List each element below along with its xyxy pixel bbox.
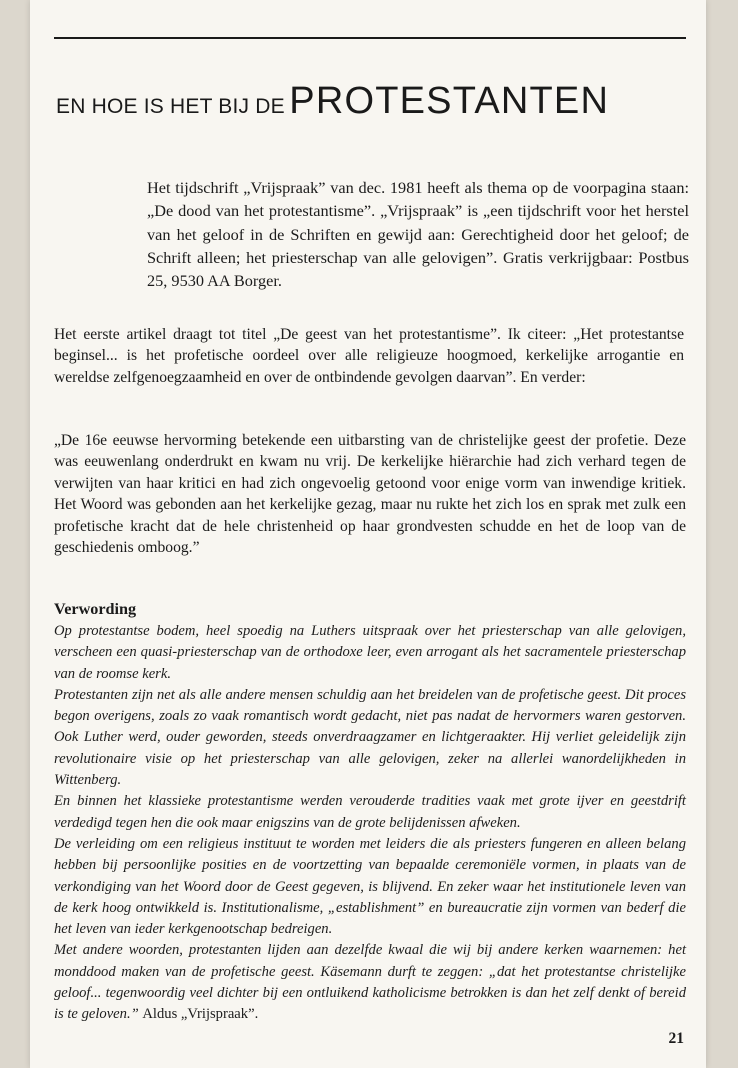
section-paragraph: En binnen het klassieke protestantisme werden verouderde tradities vaak met grote ijver en geestdrift verdedigd tegen hen die ook maar enigszins van de grote belijdenissen afweken. [54,793,686,831]
heading-large: PROTESTANTEN [289,80,610,122]
section-body [54,621,686,1026]
closing-attribution: Aldus „Vrijspraak”. [142,1006,259,1023]
section-paragraph: Protestanten zijn net als alle andere mensen schuldig aan het breidelen van de profetische geest. Dit proces begon overigens, zoals zo vaak romantisch wordt gedacht, niet pas nadat de hervormers waren gestorven. Ook Luther werd, ouder geworden, steeds onverdraagzamer en lichtgeraakter. Hij verliet geleidelijk zijn revolutionaire visie op het priesterschap van alle gelovigen, zeker na allerlei wanordelijkheden in Wittenberg. [54,686,686,789]
article-paragraph: Het eerste artikel draagt tot titel „De geest van het protestantisme”. Ik citeer: „Het protestantse beginsel... is het profetische oordeel over alle religieuze hoogmoed, kerkelijke arrogantie en wereldse zelfgenoegzaamheid en over de ontbindende gevolgen daarvan”. En verder: [54,326,684,386]
top-rule [54,37,686,39]
section-paragraph-last [54,940,686,1025]
section-paragraph: De verleiding om een religieus instituut te worden met leiders die als priesters fungeren en alleen belang hebben bij persoonlijke posities en de voortzetting van bepaalde ceremoniële vormen, in plaats van de verkondiging van het Woord door de Geest gegeven, is blijvend. En zeker waar het institutionele leven van de kerk hoog ontwikkeld is. Institutionalisme, „establishment” en bureaucratie zijn vormen van bederf die het leven van ieder kerkgenootschap bedreigen. [54,835,686,938]
section-title: Verwording [54,600,137,618]
quote-paragraph: „De 16e eeuwse hervorming betekende een uitbarsting van de christelijke geest der profetie. Deze was eeuwenlang onderdrukt en kwam nu vrij. De kerkelijke hiërarchie had zich verhard tegen de verwijten van haar kritici en had zich ongevoelig getoond voor enige vorm van inwendige kritiek. Het Woord was gebonden aan het kerkelijke gezag, maar nu rukte het zich los en sprak met zulk een profetische kracht dat de hele christenheid op haar grondvesten schudde en het de loop van de geschiedenis omboog.” [54,432,686,557]
page-number: 21 [668,1030,684,1047]
section-paragraph-text: Met andere woorden, protestanten lijden aan dezelfde kwaal die wij bij andere kerken waarnemen: het monddood maken van de profetische geest. Käsemann durft te zeggen: „dat het protestantse christelijke geloof... tegenwoordig veel dichter bij een ontluikend katholicisme betrokken is dan het zelf denkt of bereid is te geloven.” [54,942,686,1023]
page [30,0,706,1068]
intro-paragraph: Het tijdschrift „Vrijspraak” van dec. 1981 heeft als thema op de voorpagina staan: „De dood van het protestantisme”. „Vrijspraak” is „een tijdschrift voor het herstel van het geloof in de Schriften en gewijd aan: Gerechtigheid door het geloof; de Schrift alleen; het priesterschap van alle gelovigen”. Gratis verkrijgbaar: Postbus 25, 9530 AA Borger. [147,178,689,291]
section-paragraph: Op protestantse bodem, heel spoedig na Luthers uitspraak over het priesterschap van alle gelovigen, verscheen een quasi-priesterschap van de orthodoxe leer, even arrogant als het sacramentele priesterschap van de roomse kerk. [54,623,686,682]
page-heading [56,82,696,120]
heading-small: EN HOE IS HET BIJ DE [56,95,285,118]
